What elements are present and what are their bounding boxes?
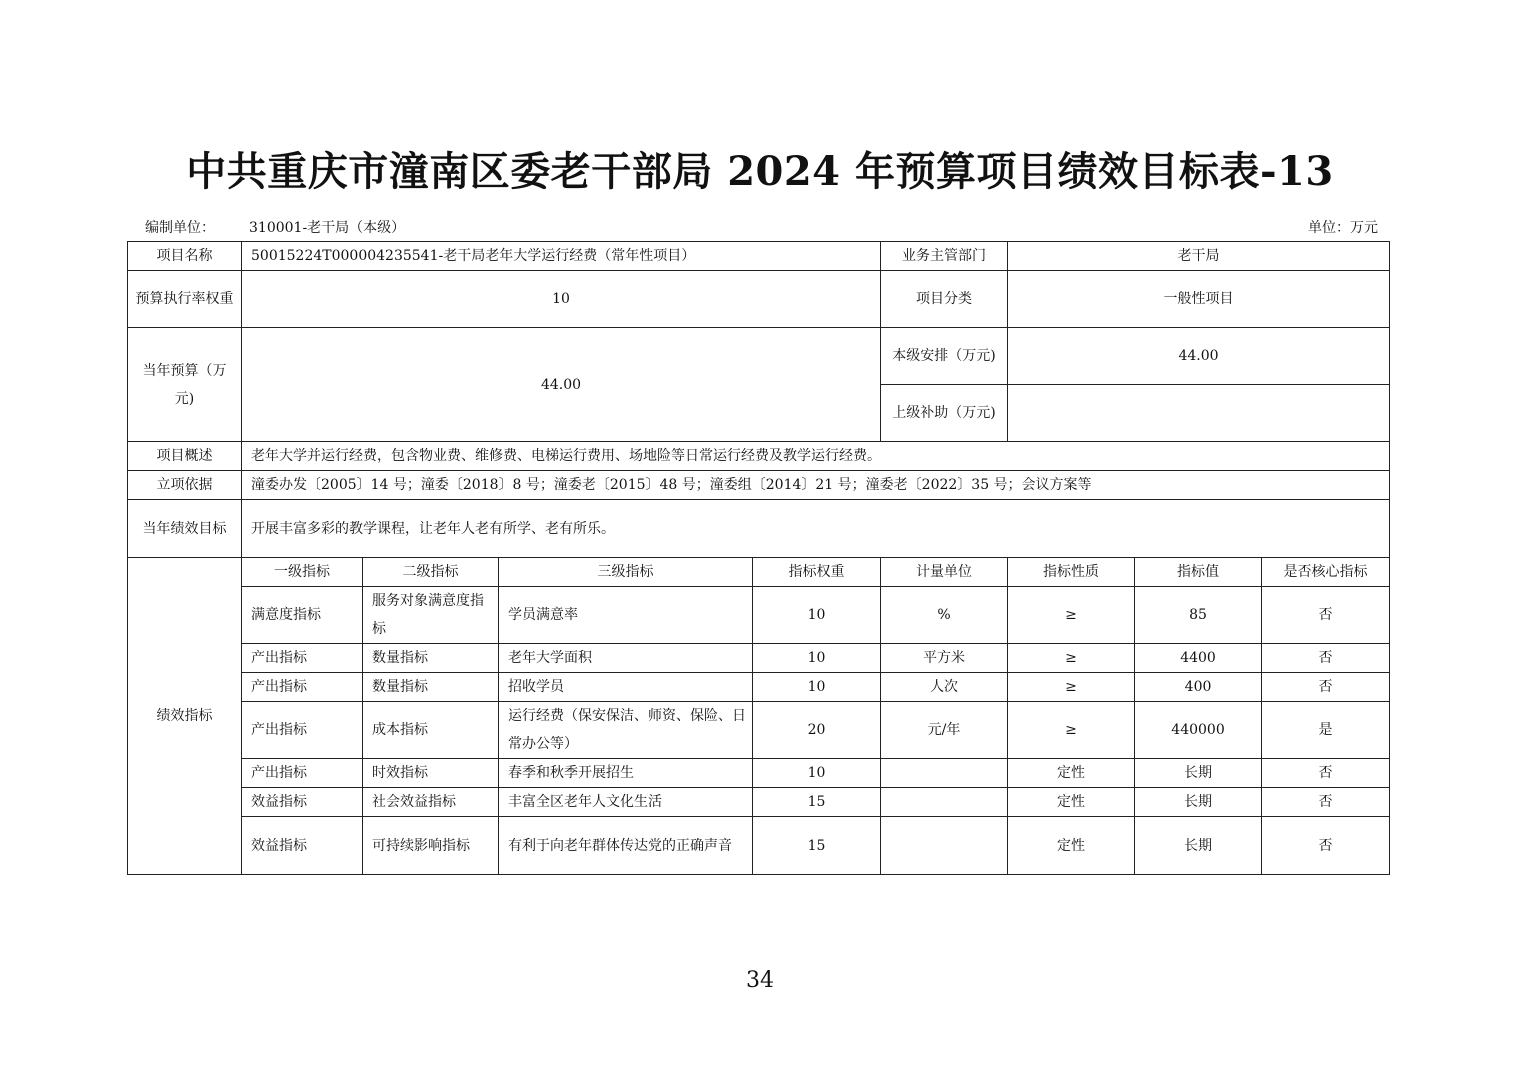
page-title: 中共重庆市潼南区委老干部局 2024 年预算项目绩效目标表-13 xyxy=(186,148,1334,195)
indicator-unit: 平方米 xyxy=(881,644,1008,673)
indicator-value: 长期 xyxy=(1135,788,1262,817)
subsidy-label: 上级补助（万元) xyxy=(881,385,1008,442)
indicators-label: 绩效指标 xyxy=(128,558,242,875)
indicator-row xyxy=(128,702,1390,759)
indicator-nature: ≥ xyxy=(1008,673,1135,702)
row-overview xyxy=(128,442,1390,471)
indicator-weight: 15 xyxy=(753,817,881,875)
indicator-core: 否 xyxy=(1262,817,1390,875)
indicator-nature: ≥ xyxy=(1008,702,1135,759)
row-budget xyxy=(128,328,1390,385)
project-name-value: 50015224T000004235541-老干局老年大学运行经费（常年性项目） xyxy=(242,242,881,271)
indicator-level3: 春季和秋季开展招生 xyxy=(499,759,753,788)
indicator-nature: ≥ xyxy=(1008,644,1135,673)
subsidy-value xyxy=(1008,385,1390,442)
indicator-level3: 老年大学面积 xyxy=(499,644,753,673)
indicator-level1: 产出指标 xyxy=(242,644,363,673)
indicator-level1: 效益指标 xyxy=(242,817,363,875)
page-number: 34 xyxy=(746,968,774,993)
indicator-nature: 定性 xyxy=(1008,788,1135,817)
indicator-header-row xyxy=(128,558,1390,587)
performance-table xyxy=(127,241,1390,875)
indicator-level3: 运行经费（保安保洁、师资、保险、日常办公等） xyxy=(499,702,753,759)
header-nature: 指标性质 xyxy=(1008,558,1135,587)
compile-unit-label: 编制单位： xyxy=(145,220,215,236)
indicator-weight: 10 xyxy=(753,644,881,673)
indicator-unit xyxy=(881,788,1008,817)
indicator-weight: 10 xyxy=(753,673,881,702)
indicator-row xyxy=(128,788,1390,817)
indicator-core: 否 xyxy=(1262,788,1390,817)
header-level2: 二级指标 xyxy=(363,558,499,587)
indicator-row xyxy=(128,673,1390,702)
overview-label: 项目概述 xyxy=(128,442,242,471)
indicator-unit xyxy=(881,817,1008,875)
indicator-level2: 社会效益指标 xyxy=(363,788,499,817)
header-core: 是否核心指标 xyxy=(1262,558,1390,587)
indicator-row xyxy=(128,817,1390,875)
indicator-core: 否 xyxy=(1262,759,1390,788)
local-funding-label: 本级安排（万元) xyxy=(881,328,1008,385)
compile-unit xyxy=(145,217,405,237)
exec-rate-label: 预算执行率权重 xyxy=(128,271,242,328)
row-goal xyxy=(128,500,1390,558)
header-level3: 三级指标 xyxy=(499,558,753,587)
indicator-level2: 可持续影响指标 xyxy=(363,817,499,875)
indicator-level2: 数量指标 xyxy=(363,673,499,702)
budget-value: 44.00 xyxy=(242,328,881,442)
indicator-unit: 人次 xyxy=(881,673,1008,702)
basis-label: 立项依据 xyxy=(128,471,242,500)
dept-label: 业务主管部门 xyxy=(881,242,1008,271)
indicator-value: 400 xyxy=(1135,673,1262,702)
local-funding-value: 44.00 xyxy=(1008,328,1390,385)
indicator-level3: 有利于向老年群体传达党的正确声音 xyxy=(499,817,753,875)
indicator-core: 否 xyxy=(1262,587,1390,644)
indicator-level3: 丰富全区老年人文化生活 xyxy=(499,788,753,817)
indicator-unit: 元/年 xyxy=(881,702,1008,759)
overview-value: 老年大学并运行经费，包含物业费、维修费、电梯运行费用、场地险等日常运行经费及教学运行经费。 xyxy=(242,442,1390,471)
indicator-weight: 10 xyxy=(753,587,881,644)
header-weight: 指标权重 xyxy=(753,558,881,587)
indicator-weight: 15 xyxy=(753,788,881,817)
indicator-value: 长期 xyxy=(1135,759,1262,788)
indicator-value: 4400 xyxy=(1135,644,1262,673)
indicator-level2: 数量指标 xyxy=(363,644,499,673)
budget-label: 当年预算（万元) xyxy=(128,328,242,442)
indicator-level2: 时效指标 xyxy=(363,759,499,788)
indicator-row xyxy=(128,587,1390,644)
dept-value: 老干局 xyxy=(1008,242,1390,271)
indicator-core: 否 xyxy=(1262,644,1390,673)
indicator-level3: 招收学员 xyxy=(499,673,753,702)
indicator-level1: 产出指标 xyxy=(242,702,363,759)
header-unit: 计量单位 xyxy=(881,558,1008,587)
indicator-weight: 10 xyxy=(753,759,881,788)
row-project-name xyxy=(128,242,1390,271)
row-basis xyxy=(128,471,1390,500)
indicator-value: 85 xyxy=(1135,587,1262,644)
goal-value: 开展丰富多彩的教学课程，让老年人老有所学、老有所乐。 xyxy=(242,500,1390,558)
indicator-row xyxy=(128,644,1390,673)
indicator-level1: 满意度指标 xyxy=(242,587,363,644)
indicator-row xyxy=(128,759,1390,788)
indicator-nature: ≥ xyxy=(1008,587,1135,644)
indicator-core: 否 xyxy=(1262,673,1390,702)
compile-unit-value: 310001-老干局（本级） xyxy=(249,220,406,236)
indicator-level2: 成本指标 xyxy=(363,702,499,759)
basis-value: 潼委办发〔2005〕14 号；潼委〔2018〕8 号；潼委老〔2015〕48 号；潼委组〔2014〕21 号；潼委老〔2022〕35 号；会议方案等 xyxy=(242,471,1390,500)
indicator-level2: 服务对象满意度指标 xyxy=(363,587,499,644)
exec-rate-value: 10 xyxy=(242,271,881,328)
indicator-value: 长期 xyxy=(1135,817,1262,875)
indicator-weight: 20 xyxy=(753,702,881,759)
indicator-nature: 定性 xyxy=(1008,759,1135,788)
header-level1: 一级指标 xyxy=(242,558,363,587)
indicator-value: 440000 xyxy=(1135,702,1262,759)
indicator-level1: 产出指标 xyxy=(242,673,363,702)
indicator-level1: 产出指标 xyxy=(242,759,363,788)
category-label: 项目分类 xyxy=(881,271,1008,328)
project-name-label: 项目名称 xyxy=(128,242,242,271)
indicator-nature: 定性 xyxy=(1008,817,1135,875)
indicator-core: 是 xyxy=(1262,702,1390,759)
indicator-unit: % xyxy=(881,587,1008,644)
indicator-level1: 效益指标 xyxy=(242,788,363,817)
header-value: 指标值 xyxy=(1135,558,1262,587)
row-exec-rate xyxy=(128,271,1390,328)
category-value: 一般性项目 xyxy=(1008,271,1390,328)
indicator-level3: 学员满意率 xyxy=(499,587,753,644)
currency-unit: 单位：万元 xyxy=(1308,220,1378,236)
indicator-unit xyxy=(881,759,1008,788)
goal-label: 当年绩效目标 xyxy=(128,500,242,558)
